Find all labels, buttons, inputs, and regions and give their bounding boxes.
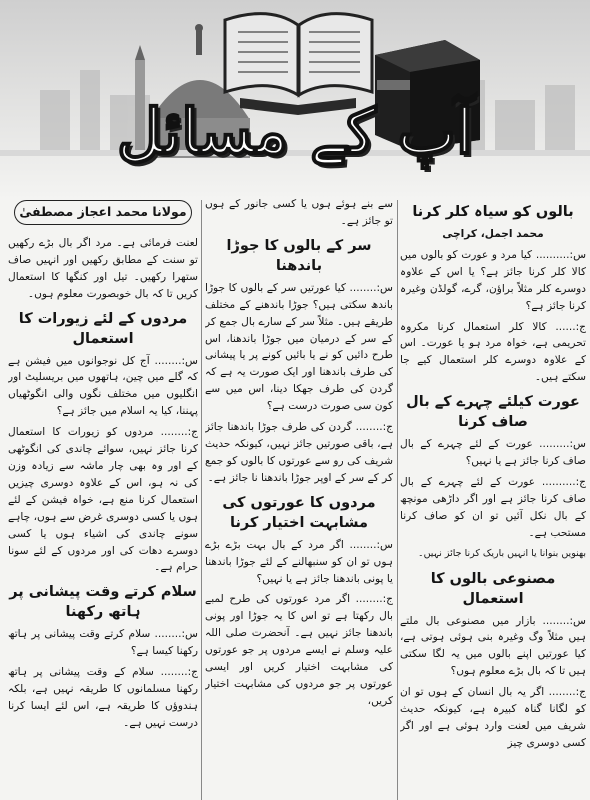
continued-text: سے بنے ہوئے ہوں یا کسی جانور کے ہوں تو جائز ہے۔ [205,198,393,227]
section-heading: بالوں کو سیاہ کلر کرنا [412,204,574,220]
answer-text: ج:........ اگر مرد عورتوں کی طرح لمبے بال رکھتا ہے تو اس کا یہ جوڑا اور پونی باندھنا جائز نہیں ہے۔ آنحضرت صلی اللہ علیہ وسلم نے ایسے مردوں پر جو عورتوں کی مشابہت اختیار کریں اور ایسی عورتوں پر جو مردوں کی مشابہت اختیار کریں، [205,593,393,707]
section-heading: مردوں کا عورتوں کی مشابہت اختیار کرنا [222,494,376,531]
section-heading: مصنوعی بالوں کا استعمال [430,570,556,607]
question-text: س:........ اگر مرد کے بال بہت بڑے بڑے ہوں تو ان کو سنبھالنے کے لئے جوڑا باندھنا یا پونی باندھنا جائز ہے یا نہیں؟ [205,538,393,585]
continued-text: لعنت فرمائی ہے۔ مرد اگر بال بڑے رکھیں تو سنت کے مطابق رکھیں اور انہیں صاف ستھرا رکھیں۔ تیل اور کنگھا کا استعمال کریں تا کہ بال خوبصورت معلوم ہوں۔ [8,236,198,300]
section-heading: سر کے بالوں کا جوڑا باندھنا [226,237,372,274]
answer-note: بھنویں بنوانا یا انہیں باریک کرنا جائز نہیں۔ [418,547,586,559]
column-left [8,196,198,796]
answer-text: ج:........ اگر یہ بال انسان کے ہوں تو ان کو لگانا گناہ کبیرہ ہے، کیونکہ حدیث شریف میں لعنت وارد ہوئی ہے اور اگر کسی دوسری چیز [400,686,586,749]
question-text: س:........ آج کل نوجوانوں میں فیشن ہے کہ گلے میں چین، ہاتھوں میں بریسلیٹ اور انگلیوں میں مختلف نگوں والی انگوٹھیاں پہننا، کیا یہ اسلام میں جائز ہے؟ [8,354,198,418]
column-divider [397,200,398,800]
column-right [400,196,586,796]
question-text: س:.......... کیا مرد و عورت کو بالوں میں کالا کلر کرنا جائز ہے؟ یا اس کے علاوہ دوسرے کلر مثلاً براؤن، گرے، گولڈن وغیرہ کرنا جائز ہے؟ [400,248,586,312]
question-text: س:......... عورت کے لئے چہرے کے بال صاف کرنا جائز ہے یا نہیں؟ [400,438,586,468]
question-text: س:........ کیا عورتیں سر کے بالوں کا جوڑا باندھ سکتی ہیں؟ جوڑا باندھنے کے مختلف طریقے ہیں۔ مثلاً سر کے سارے بال جمع کر کے سر کے درمیان میں جوڑا باندھنا، اس طرح دائیں کو نے یا بائیں کونے پر یا پیشانی کی طرف باندھنا اور ایک صورت یہ ہے کہ گردن کی طرف جھکا دینا، اس میں سے کون سی صورت درست ہے؟ [205,281,393,413]
section-heading: سلام کرتے وقت پیشانی پر ہاتھ رکھنا [9,584,197,621]
answer-text: ج:.......... عورت کے لئے چہرے کے بال صاف کرنا جائز ہے اور اگر داڑھی مونچھ کے بال نکل آئیں تو ان کو صاف کرنا مستحب ہے۔ [400,475,586,539]
section-heading: عورت کیلئے چہرے کے بال صاف کرنا [406,394,580,431]
question-text: س:........ بازار میں مصنوعی بال ملتے ہیں مثلاً وگ وغیرہ بنی ہوئی ہوتی ہے، کیا عورتیں اپنے بالوں میں یہ لگا سکتی ہیں تا کہ بال بڑے معلوم ہوں؟ [400,614,586,678]
column-middle [205,196,393,796]
header-banner [0,0,590,200]
answer-text: ج:...... کالا کلر استعمال کرنا مکروہ تحریمی ہے، خواہ مرد ہو یا عورت۔ اس کے علاوہ دوسرے کلر استعمال کیے جا سکتے ہیں۔ [400,320,586,384]
section-heading: مردوں کے لئے زیورات کا استعمال [18,310,188,347]
column-divider [201,200,202,800]
question-byline: محمد اجمل، کراچی [442,228,544,240]
banner-title: آپ کے مسائل [116,95,474,168]
question-text: س:........ سلام کرتے وقت پیشانی پر ہاتھ رکھنا کیسا ہے؟ [8,628,198,658]
author-name-box: مولانا محمد اعجاز مصطفیٰ [14,200,192,225]
answer-text: ج:........ گردن کی طرف جوڑا باندھنا جائز ہے، باقی صورتیں جائز نہیں، کیونکہ حدیث شریف کی رو سے عورتوں کا بالوں کو جمع کر کے سر کے اوپر جوڑا باندھنا نا جائز ہے۔ [205,421,393,484]
answer-text: ج:........ مردوں کو زیورات کا استعمال کرنا جائز نہیں، سوائے چاندی کی انگوٹھی کے اور وہ بھی چار ماشہ سے زیادہ وزن کی نہ ہو، اس کے علاوہ دوسری چیزیں استعمال کرنا منع ہے، خواہ فیشن کے لئے ہوں یا کسی دوسری غرض سے ہوں، چاہے سونے چاندی کی اشیاء ہوں یا کسی دوسرے دھات کی اور مردوں کے لئے سونا حرام ہے۔ [8,426,198,574]
answer-text: ج:........ سلام کے وقت پیشانی پر ہاتھ رکھنا مسلمانوں کا طریقہ نہیں ہے، بلکہ ہندوؤں کا طریقہ ہے، اس لئے ایسا کرنا درست نہیں ہے۔ [8,666,198,729]
